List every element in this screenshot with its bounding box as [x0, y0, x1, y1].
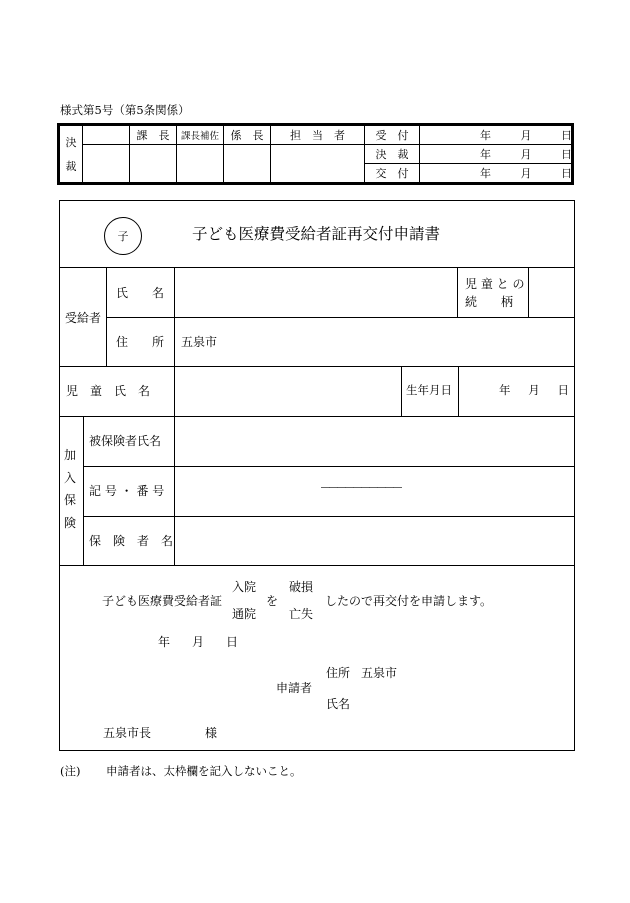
- applicant-label: 申請者: [276, 681, 313, 695]
- option-tsuin[interactable]: 通院: [232, 607, 257, 621]
- option-boshitsu[interactable]: 亡失: [289, 607, 314, 621]
- child-seal-icon: 子: [104, 217, 142, 255]
- declaration-prefix: 子ども医療費受給者証: [102, 594, 223, 608]
- sign-kakaricho-cell[interactable]: [224, 145, 271, 183]
- relation-field[interactable]: [530, 269, 574, 316]
- application-date[interactable]: 年 月 日: [158, 635, 238, 649]
- form-title: 子ども医療費受給者証再交付申請書: [192, 225, 441, 243]
- header-kacho-hosa: 課長補佐: [177, 126, 224, 145]
- recipient-name-field[interactable]: [176, 269, 456, 316]
- sign-kacho-hosa-cell[interactable]: [177, 145, 224, 183]
- relation-label-line1: 児 童 と の: [465, 277, 525, 291]
- addressee-honorific: 様: [205, 726, 218, 740]
- child-name-label: 児 童 氏 名: [66, 384, 151, 398]
- child-name-field[interactable]: [176, 368, 400, 415]
- insurance-number-label: 記 号 ・ 番 号: [89, 484, 165, 498]
- recipient-address-value[interactable]: 五泉市: [181, 335, 218, 349]
- row-kessai-date[interactable]: 年 月 日: [420, 145, 572, 164]
- insurance-number-field[interactable]: [176, 468, 574, 515]
- insurance-number-separator: ――――――――――: [321, 483, 401, 493]
- form-number: 様式第5号（第5条関係）: [60, 103, 190, 117]
- applicant-name-field[interactable]: [360, 692, 560, 712]
- birth-date-label: 生年月日: [406, 383, 452, 397]
- approval-side-label: 決 裁: [60, 126, 83, 183]
- sign-kacho-cell[interactable]: [83, 145, 130, 183]
- option-hason[interactable]: 破損: [289, 580, 314, 594]
- insured-name-label: 被保険者氏名: [89, 434, 162, 448]
- applicant-address-label: 住所: [326, 666, 351, 680]
- header-tanto: 担 当 者: [271, 126, 365, 145]
- insurer-name-field[interactable]: [176, 518, 574, 564]
- applicant-address-value[interactable]: 五泉市: [361, 666, 398, 680]
- applicant-name-label: 氏名: [326, 697, 351, 711]
- note-label: (注): [60, 764, 81, 778]
- insurance-group-label: 加 入 保 険: [63, 448, 76, 530]
- sign-kacho-cell-2[interactable]: [130, 145, 177, 183]
- row-uketsuke-date[interactable]: 年 月 日: [420, 126, 572, 145]
- insured-name-field[interactable]: [176, 418, 574, 465]
- header-kacho: 課 長: [130, 126, 177, 145]
- birth-date-field[interactable]: 年 月 日: [499, 383, 569, 397]
- declaration-suffix: したので再交付を申請します。: [325, 594, 493, 608]
- note-text: 申請者は、太枠欄を記入しないこと。: [106, 764, 302, 778]
- sign-tanto-cell[interactable]: [271, 145, 365, 183]
- insurer-name-label: 保 険 者 名: [89, 534, 174, 548]
- recipient-address-label: 住 所: [116, 335, 165, 349]
- row-kessai-label: 決 裁: [365, 145, 420, 164]
- row-kofu-label: 交 付: [365, 164, 420, 183]
- recipient-group-label: 受給者: [65, 311, 102, 325]
- relation-label-line2: 続 柄: [465, 295, 514, 309]
- recipient-name-label: 氏 名: [116, 286, 165, 300]
- option-nyuin[interactable]: 入院: [232, 580, 257, 594]
- row-uketsuke-label: 受 付: [365, 126, 420, 145]
- addressee: 五泉市長: [103, 726, 152, 740]
- header-kakaricho: 係 長: [224, 126, 271, 145]
- declaration-particle: を: [266, 594, 279, 608]
- row-kofu-date[interactable]: 年 月 日: [420, 164, 572, 183]
- approval-box: [57, 123, 574, 185]
